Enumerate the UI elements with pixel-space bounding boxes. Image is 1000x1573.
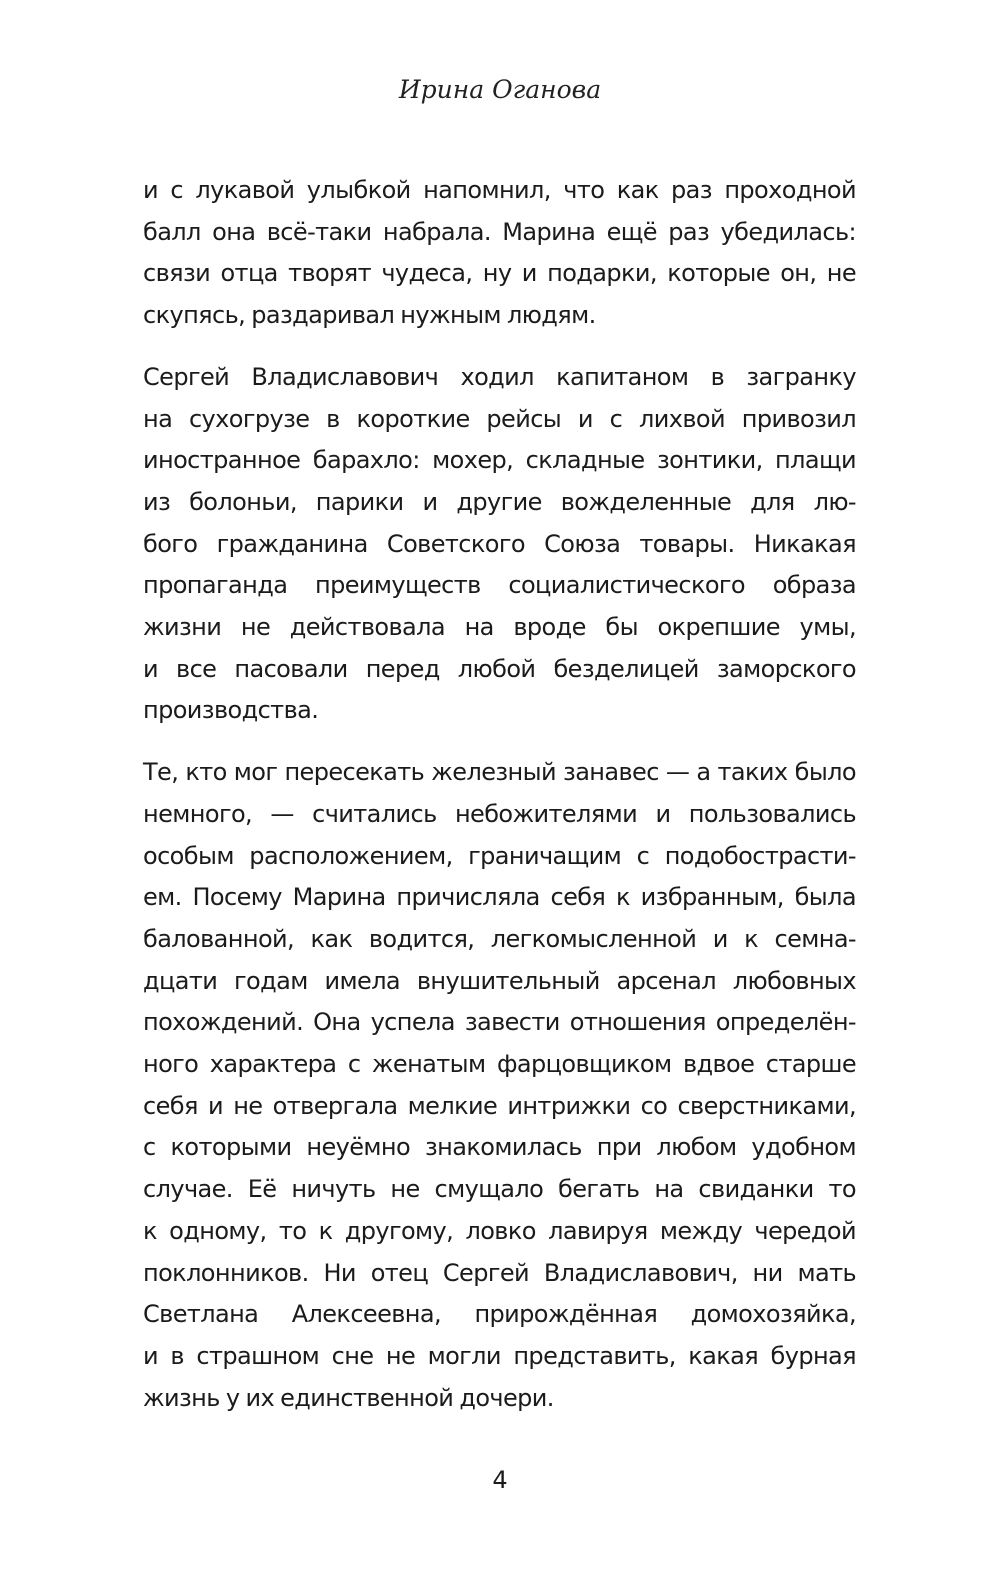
running-head-author: Ирина Оганова: [398, 75, 602, 104]
page-number: 4: [492, 1466, 508, 1494]
text-line: немного, — считались небожителями и пользовались: [143, 799, 856, 828]
text-line: особым расположением, граничащим с подобострасти-: [143, 841, 856, 870]
text-line: на сухогрузе в короткие рейсы и с лихвой привозил: [143, 404, 856, 433]
text-line: Те, кто мог пересекать железный занавес — а таких было: [143, 758, 856, 787]
text-line: поклонников. Ни отец Сергей Владиславович, ни мать: [143, 1258, 856, 1287]
text-line: Светлана Алексеевна, прирождённая домохозяйка,: [143, 1300, 856, 1329]
text-line: жизнь у их единственной дочери.: [143, 1383, 554, 1412]
text-line: ем. Посему Марина причисляла себя к избранным, была: [143, 883, 856, 912]
text-line: балл она всё-таки набрала. Марина ещё раз убедилась:: [143, 217, 856, 246]
text-line: жизни не действовала на вроде бы окрепшие умы,: [143, 613, 856, 642]
paragraph-2: [143, 357, 856, 732]
text-line: скупясь, раздаривал нужным людям.: [143, 301, 596, 330]
text-line: ного характера с женатым фарцовщиком вдвое старше: [143, 1050, 856, 1079]
text-line: иностранное барахло: мохер, складные зонтики, плащи: [143, 446, 856, 475]
text-line: пропаганда преимуществ социалистического образа: [143, 571, 856, 600]
text-line: дцати годам имела внушительный арсенал любовных: [143, 966, 856, 995]
paragraph-3: [143, 752, 856, 1419]
text-line: бого гражданина Советского Союза товары. Никакая: [143, 529, 856, 558]
text-line: производства.: [143, 696, 319, 725]
text-line: с которыми неуёмно знакомилась при любом удобном: [143, 1133, 856, 1162]
text-line: и в страшном сне не могли представить, какая бурная: [143, 1341, 856, 1370]
text-line: связи отца творят чудеса, ну и подарки, которые он, не: [143, 259, 856, 288]
text-line: случае. Её ничуть не смущало бегать на свиданки то: [143, 1175, 856, 1204]
text-line: и все пасовали перед любой безделицей заморского: [143, 654, 856, 683]
text-line: к одному, то к другому, ловко лавируя между чередой: [143, 1216, 856, 1245]
text-line: похождений. Она успела завести отношения определён-: [143, 1008, 856, 1037]
body-text: [143, 170, 856, 1439]
text-line: балованной, как водится, легкомысленной и к семна-: [143, 924, 856, 953]
text-line: Сергей Владиславович ходил капитаном в загранку: [143, 362, 856, 391]
text-line: себя и не отвергала мелкие интрижки со сверстниками,: [143, 1091, 856, 1120]
paragraph-1: [143, 170, 856, 337]
text-line: и с лукавой улыбкой напомнил, что как раз проходной: [143, 176, 856, 204]
text-line: из болоньи, парики и другие вожделенные для лю-: [143, 487, 856, 516]
